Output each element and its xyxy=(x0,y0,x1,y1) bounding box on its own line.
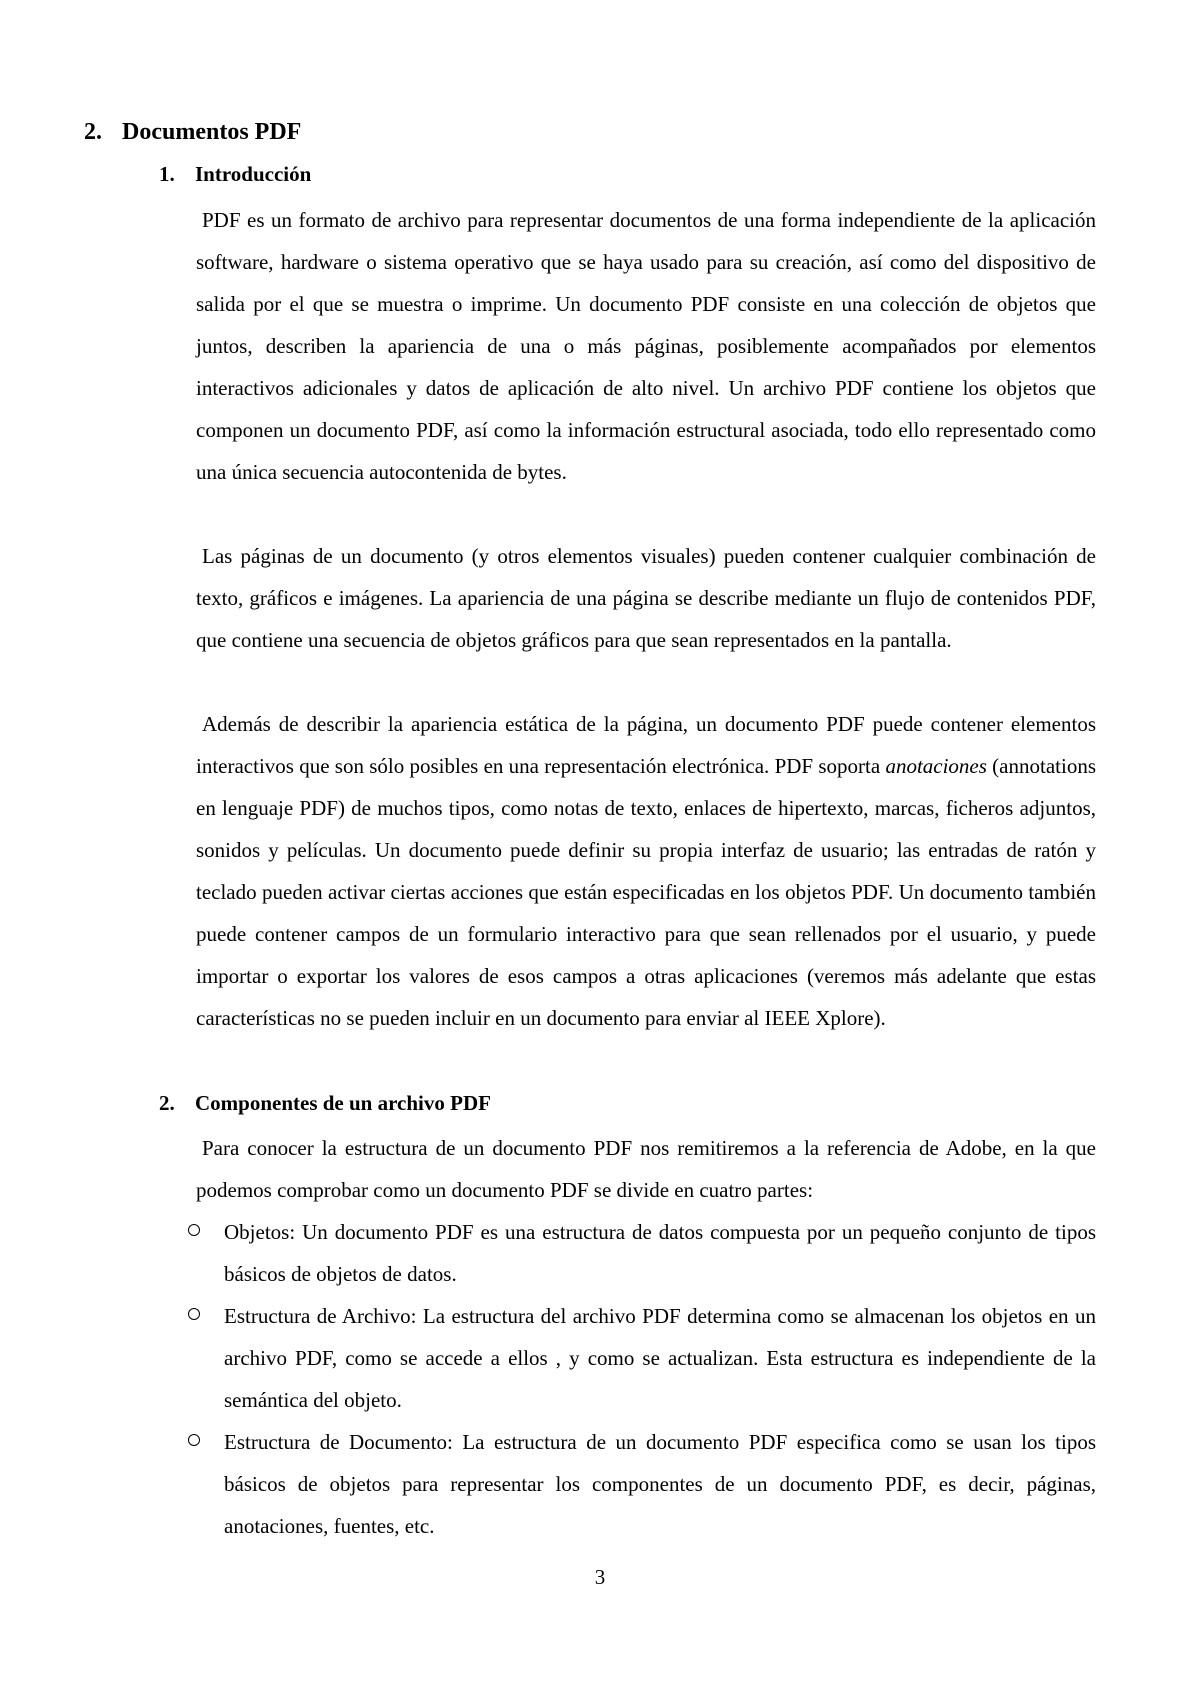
subsection-heading-introduccion xyxy=(159,160,311,188)
componentes-paragraph-text: Para conocer la estructura de un documento PDF nos remitiremos a la referencia de Adobe, en la que podemos comprobar como un documento PDF se divide en cuatro partes: xyxy=(196,1136,1096,1202)
subsection-number: 2. xyxy=(159,1091,175,1115)
subsection-number: 1. xyxy=(159,162,175,186)
section-number: 2. xyxy=(84,119,102,145)
intro-paragraph-2-text: Las páginas de un documento (y otros elementos visuales) pueden contener cualquier combinación de texto, gráficos e imágenes. La apariencia de una página se describe mediante un flujo de contenidos PDF, que contiene una secuencia de objetos gráficos para que sean representados en la pantalla. xyxy=(196,544,1096,652)
intro-paragraph-3-text-b: (annotations en lenguaje PDF) de muchos tipos, como notas de texto, enlaces de hipertexto, marcas, ficheros adjuntos, sonidos y películas. Un documento puede definir su propia interfaz de usuario; las entradas de ratón y teclado pueden activar ciertas acciones que están especificadas en los objetos PDF. Un documento también puede contener campos de un formulario interactivo para que sean rellenados por el usuario, y puede importar o exportar los valores de esos campos a otras aplicaciones (veremos más adelante que estas características no se pueden incluir en un documento para enviar al IEEE Xplore). xyxy=(196,754,1096,1030)
circle-bullet-icon xyxy=(188,1434,200,1446)
circle-bullet-icon xyxy=(188,1308,200,1320)
intro-paragraph-2 xyxy=(196,535,1096,661)
subsection-title: Componentes de un archivo PDF xyxy=(195,1091,491,1115)
intro-paragraph-1 xyxy=(196,199,1096,493)
section-title: Documentos PDF xyxy=(122,119,302,145)
list-item-estructura-documento xyxy=(188,1421,1096,1547)
intro-paragraph-3-text-a: Además de describir la apariencia estática de la página, un documento PDF puede contener elementos interactivos que son sólo posibles en una representación electrónica. PDF soporta xyxy=(196,712,1096,778)
anotaciones-term: anotaciones xyxy=(885,754,987,778)
list-item-text: Objetos: Un documento PDF es una estructura de datos compuesta por un pequeño conjunto de tipos básicos de objetos de datos. xyxy=(224,1220,1096,1286)
list-item-objetos xyxy=(188,1211,1096,1295)
list-item-text: Estructura de Documento: La estructura de un documento PDF especifica como se usan los tipos básicos de objetos para representar los componentes de un documento PDF, es decir, páginas, anotaciones, fuentes, etc. xyxy=(224,1430,1096,1538)
list-item-text: Estructura de Archivo: La estructura del archivo PDF determina como se almacenan los objetos en un archivo PDF, como se accede a ellos , y como se actualizan. Esta estructura es independiente de la semántica del objeto. xyxy=(224,1304,1096,1412)
page-number: 3 xyxy=(594,1565,606,1589)
circle-bullet-icon xyxy=(188,1224,200,1236)
intro-paragraph-3 xyxy=(196,703,1096,1039)
componentes-paragraph xyxy=(196,1127,1096,1211)
subsection-heading-componentes xyxy=(159,1089,491,1117)
section-heading xyxy=(84,117,301,147)
subsection-title: Introducción xyxy=(195,162,312,186)
intro-paragraph-1-text: PDF es un formato de archivo para representar documentos de una forma independiente de la aplicación software, hardware o sistema operativo que se haya usado para su creación, así como del dispositivo de salida por el que se muestra o imprime. Un documento PDF consiste en una colección de objetos que juntos, describen la apariencia de una o más páginas, posiblemente acompañados por elementos interactivos adicionales y datos de aplicación de alto nivel. Un archivo PDF contiene los objetos que componen un documento PDF, así como la información estructural asociada, todo ello representado como una única secuencia autocontenida de bytes. xyxy=(196,208,1096,484)
list-item-estructura-archivo xyxy=(188,1295,1096,1421)
